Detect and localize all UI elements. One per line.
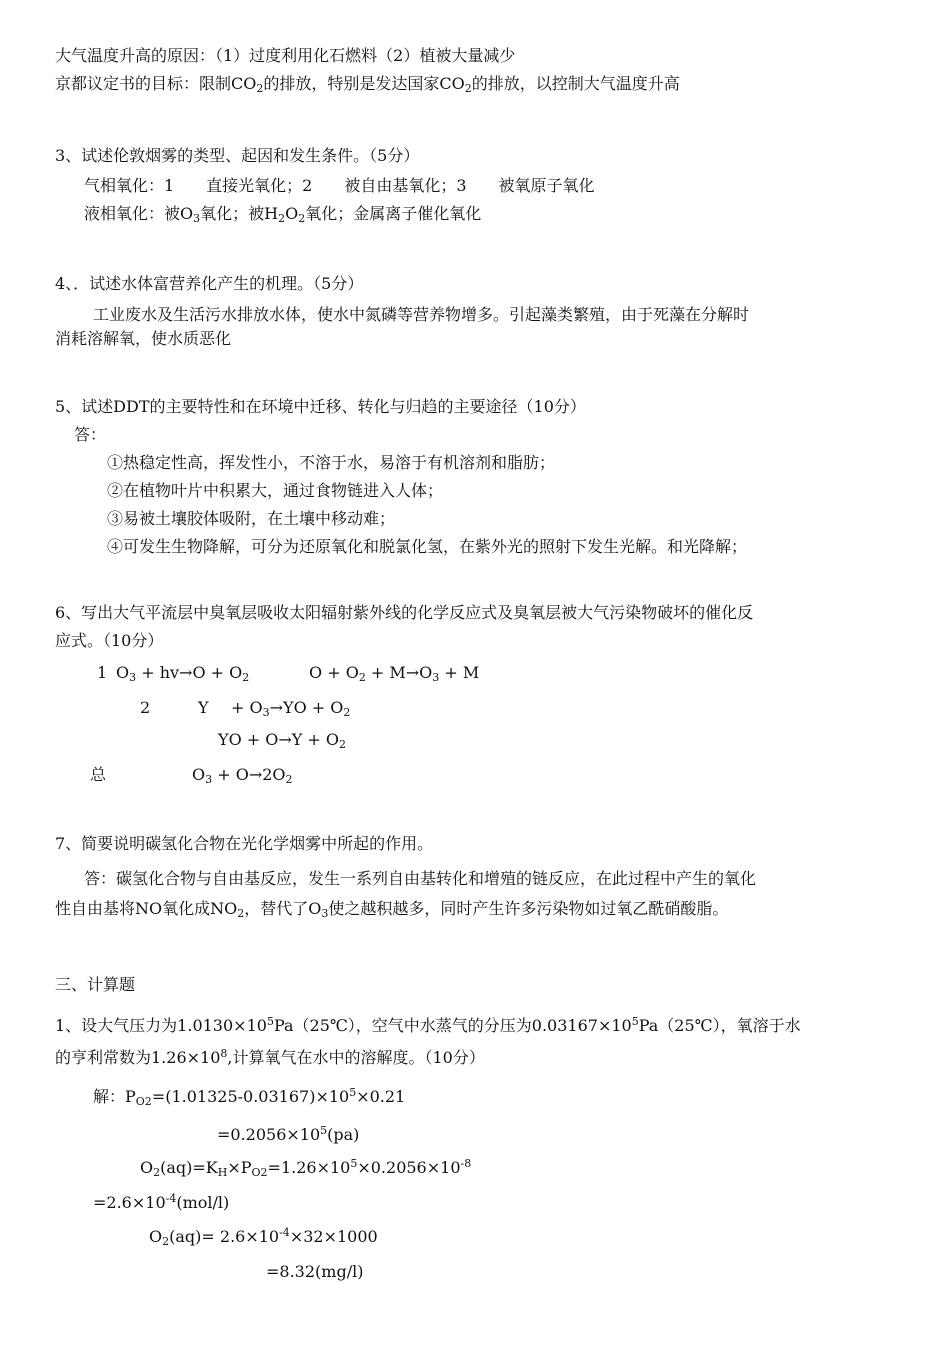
q6-title-line-2: 应式。（10分） <box>55 631 164 650</box>
q6-title-line-1: 6、写出大气平流层中臭氧层吸收太阳辐射紫外线的化学反应式及臭氧层被大气污染物破坏的催化反 <box>55 603 754 622</box>
subscript: 2 <box>278 212 286 225</box>
q4-title: 4、．试述水体富营养化产生的机理。（5分） <box>55 274 364 293</box>
text: 的排放，以控制大气温度升高 <box>471 74 680 93</box>
subscript: 2 <box>464 82 472 95</box>
subscript: 2 <box>298 212 306 225</box>
q5-item: ③易被土壤胶体吸附，在土壤中移动难； <box>107 509 396 528</box>
q6-total-label: 总 <box>90 765 107 784</box>
q7-answer-line-1: 答：碳氢化合物与自由基反应，发生一系列自由基转化和增殖的链反应，在此过程中产生的氧化 <box>84 869 757 888</box>
text: ×P <box>227 1158 252 1177</box>
text: (aq)=K <box>160 1158 218 1177</box>
q7-title: 7、简要说明碳氢化合物在光化学烟雾中所起的作用。 <box>55 834 434 853</box>
text: ,计算氧气在水中的溶解度。（10分） <box>227 1048 485 1067</box>
text: (mol/l) <box>176 1193 230 1212</box>
text: 的亨利常数为1.26×10 <box>55 1048 221 1067</box>
subscript: 2 <box>343 706 351 719</box>
text: 解：P <box>93 1087 136 1106</box>
text: 京都议定书的目标：限制CO <box>55 74 257 93</box>
text: YO + O→Y + O <box>218 730 340 749</box>
q5-item: ②在植物叶片中积累大，通过食物链进入人体； <box>107 481 444 500</box>
superscript: 5 <box>350 1157 358 1170</box>
text: 性自由基将NO氧化成NO <box>55 899 238 918</box>
q5-item: ①热稳定性高，挥发性小，不溶于水，易溶于有机溶剂和脂肪； <box>107 453 556 472</box>
subscript: O2 <box>135 1095 152 1108</box>
solution-step-4 <box>93 1192 229 1214</box>
text: O <box>285 204 299 223</box>
q3-title: 3、试述伦敦烟雾的类型、起因和发生条件。（5分） <box>55 146 420 165</box>
text: Pa（25℃），氧溶于水 <box>638 1016 801 1035</box>
superscript: -4 <box>279 1226 290 1239</box>
text: (aq)= 2.6×10 <box>169 1227 280 1246</box>
subscript: 3 <box>432 671 440 684</box>
text: =0.2056×10 <box>217 1125 321 1144</box>
subscript: 2 <box>237 907 245 920</box>
text: 氧化；金属离子催化氧化 <box>305 204 482 223</box>
q5-title: 5、试述DDT的主要特性和在环境中迁移、转化与归趋的主要途径（10分） <box>55 397 586 416</box>
text: =1.26×10 <box>267 1158 351 1177</box>
text: Pa（25℃），空气中水蒸气的分压为0.03167×10 <box>273 1016 632 1035</box>
subscript: 2 <box>242 671 250 684</box>
subscript: 2 <box>358 671 366 684</box>
superscript: 5 <box>320 1124 328 1137</box>
q6-total-reaction <box>192 764 293 786</box>
text: O + O <box>309 663 359 682</box>
q7-answer-line-2 <box>55 898 728 920</box>
solution-step-3 <box>140 1157 471 1179</box>
text: 氧化；被H <box>200 204 279 223</box>
q4-answer-line-1: 工业废水及生活污水排放水体，使水中氮磷等营养物增多。引起藻类繁殖，由于死藻在分解时 <box>93 305 750 324</box>
subscript: 2 <box>256 82 264 95</box>
subscript: 3 <box>129 671 137 684</box>
text: ×0.2056×10 <box>357 1158 461 1177</box>
text: O <box>149 1227 163 1246</box>
q4-answer-line-2: 消耗溶解氧，使水质恶化 <box>55 329 232 348</box>
text: ，替代了O <box>244 899 322 918</box>
text: O <box>140 1158 154 1177</box>
superscript: 5 <box>266 1015 274 1028</box>
text: 液相氧化：被O <box>84 204 194 223</box>
text: (pa) <box>327 1125 360 1144</box>
text: ×32×1000 <box>289 1227 378 1246</box>
q6-reaction-2 <box>231 697 350 719</box>
q6-reaction-1b <box>309 662 479 684</box>
text: =2.6×10 <box>93 1193 166 1212</box>
text: + O→2O <box>212 765 286 784</box>
text: + M <box>439 663 480 682</box>
subscript: 2 <box>339 738 347 751</box>
text: 使之越积越多，同时产生许多污染物如过氧乙酰硝酸脂。 <box>328 899 729 918</box>
text: + M→O <box>365 663 433 682</box>
text: 的排放，特别是发达国家CO <box>263 74 465 93</box>
text: + hv→O + O <box>136 663 243 682</box>
subscript: 3 <box>321 907 329 920</box>
text: + O <box>231 698 263 717</box>
text: →YO + O <box>269 698 344 717</box>
text: ×0.21 <box>356 1087 406 1106</box>
intro-line-2 <box>55 73 680 95</box>
q6-reaction-1a <box>116 662 249 684</box>
q6-reaction-2-catalyst: Y <box>198 698 209 717</box>
q5-item: ④可发生生物降解，可分为还原氧化和脱氯化氢，在紫外光的照射下发生光解。和光降解； <box>107 537 748 556</box>
solution-step-2 <box>217 1124 359 1146</box>
text: O <box>192 765 206 784</box>
subscript: H <box>217 1166 228 1179</box>
superscript: 5 <box>349 1086 357 1099</box>
superscript: 8 <box>220 1047 228 1060</box>
subscript: 3 <box>193 212 201 225</box>
solution-step-1 <box>93 1086 405 1108</box>
q5-answer-label: 答： <box>74 425 107 444</box>
q3-liquid-phase <box>84 203 481 225</box>
intro-line-1: 大气温度升高的原因：（1）过度利用化石燃料（2）植被大量减少 <box>55 46 516 65</box>
q3-gas-phase: 气相氧化：1 直接光氧化；2 被自由基氧化；3 被氧原子氧化 <box>84 176 595 195</box>
q6-reaction-3 <box>218 729 346 751</box>
subscript: 2 <box>285 773 293 786</box>
text: =(1.01325-0.03167)×10 <box>151 1087 350 1106</box>
solution-step-6: =8.32(mg/l) <box>266 1262 364 1281</box>
superscript: 5 <box>631 1015 639 1028</box>
subscript: 2 <box>153 1166 161 1179</box>
q6-reaction-1-number: 1 <box>97 663 108 682</box>
subscript: 3 <box>205 773 213 786</box>
calc-q1-line-2 <box>55 1047 485 1069</box>
section-3-heading: 三、计算题 <box>55 975 136 994</box>
subscript: 2 <box>162 1235 170 1248</box>
subscript: O2 <box>251 1166 268 1179</box>
superscript: -4 <box>165 1192 177 1205</box>
subscript: 3 <box>262 706 270 719</box>
text: O <box>116 663 130 682</box>
superscript: -8 <box>460 1157 472 1170</box>
q6-reaction-2-number: 2 <box>140 698 151 717</box>
calc-q1-line-1 <box>55 1015 801 1037</box>
solution-step-5 <box>149 1226 378 1248</box>
text: 1、设大气压力为1.0130×10 <box>55 1016 267 1035</box>
